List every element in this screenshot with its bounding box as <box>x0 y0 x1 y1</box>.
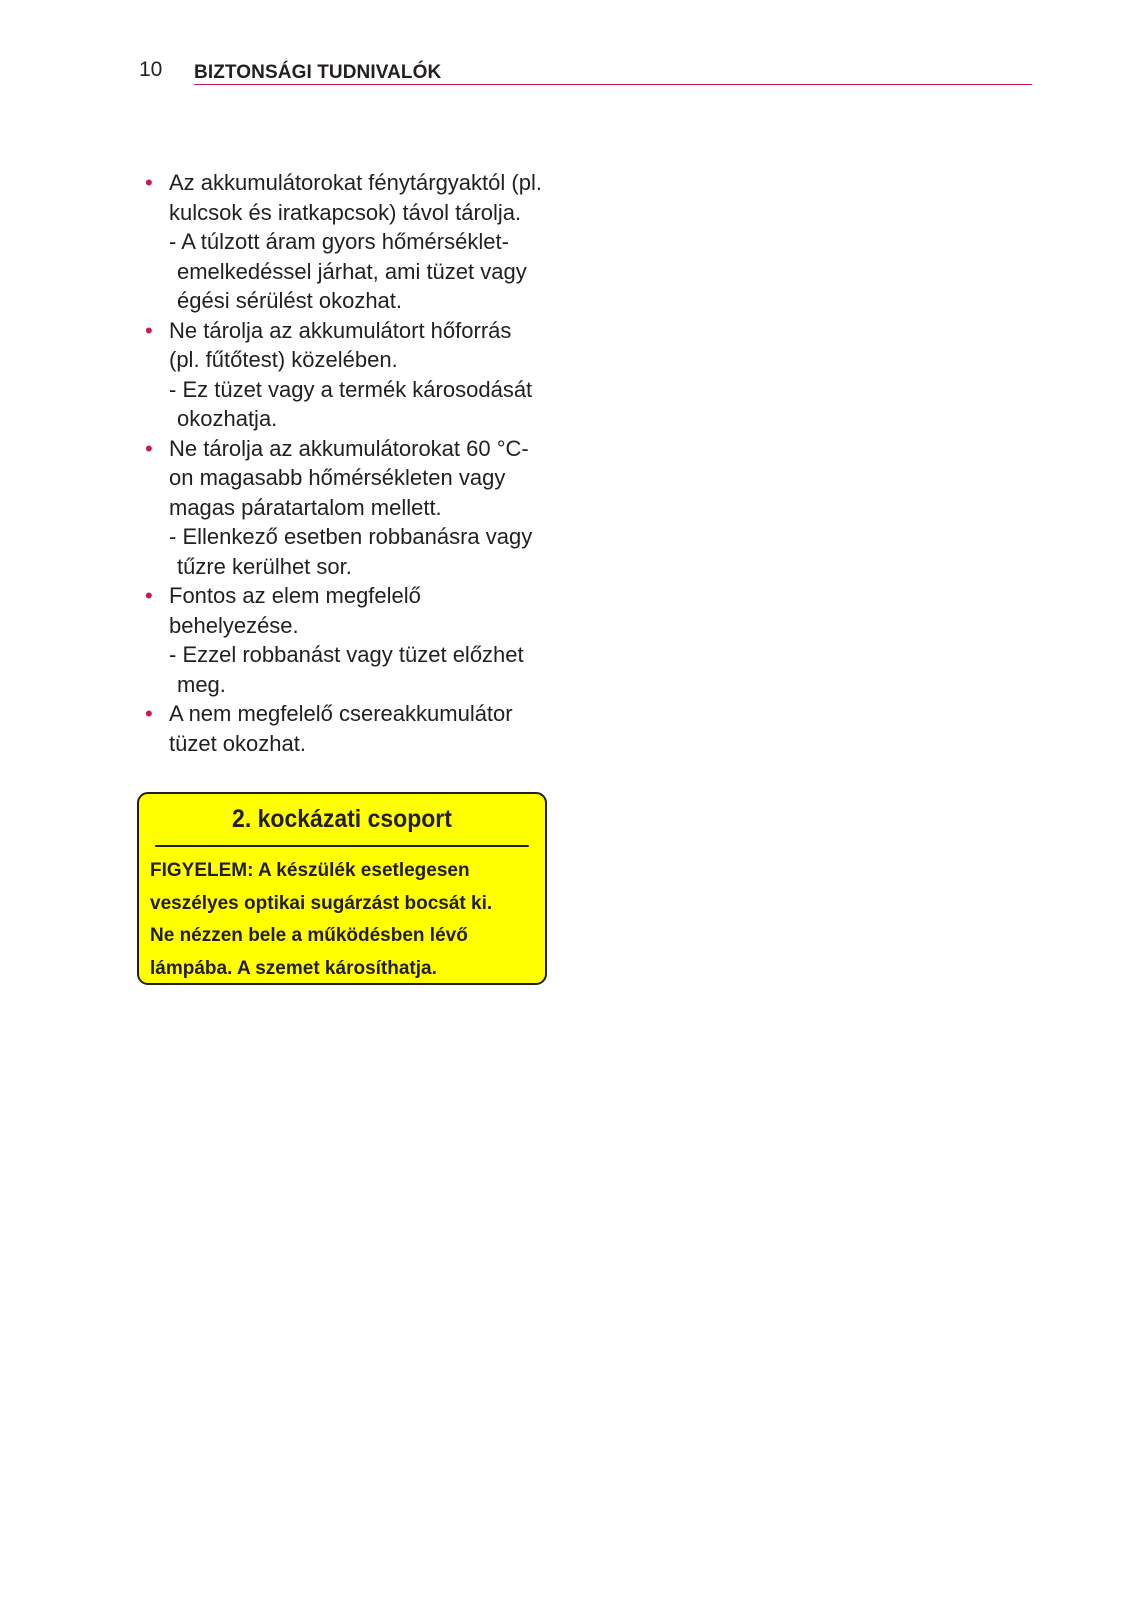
bullet-note <box>169 522 565 581</box>
bullet-dot-icon: • <box>145 435 153 461</box>
bullet-note <box>169 375 565 434</box>
bullet-text-line: on magasabb hőmérsékleten vagy <box>169 465 506 490</box>
bullet-item <box>145 168 565 316</box>
bullet-text-line: tüzet okozhat. <box>169 730 306 756</box>
bullet-text-line: (pl. fűtőtest) közelében. <box>169 347 398 372</box>
note-line: emelkedéssel járhat, ami tüzet vagy <box>177 258 527 284</box>
note-line: meg. <box>177 671 226 697</box>
warning-line: veszélyes optikai sugárzást bocsát ki. <box>150 892 493 914</box>
note-line: tűzre kerülhet sor. <box>177 553 352 579</box>
warning-line: lámpába. A szemet károsíthatja. <box>150 957 437 979</box>
note-line: égési sérülést okozhat. <box>177 288 403 313</box>
bullet-text-line: Ne tárolja az akkumulátorokat 60 °C- <box>169 435 529 461</box>
bullet-note <box>169 640 565 699</box>
bullet-text-line: Fontos az elem megfelelő <box>169 583 421 608</box>
bullet-text-line: A nem megfelelő csereakkumulátor <box>169 701 513 726</box>
warning-line: FIGYELEM: A készülék esetlegesen <box>150 860 470 881</box>
warning-body <box>139 847 545 985</box>
bullet-text-line: Ne tárolja az akkumulátort hőforrás <box>169 317 512 343</box>
header-divider <box>194 84 1032 85</box>
bullet-text-line: magas páratartalom mellett. <box>169 494 442 520</box>
bullet-dot-icon: • <box>145 317 153 343</box>
bullet-text-line: kulcsok és iratkapcsok) távol tárolja. <box>169 199 522 225</box>
note-line: - Ezzel robbanást vagy tüzet előzhet <box>169 642 524 667</box>
bullet-dot-icon: • <box>145 701 153 726</box>
bullet-note <box>169 227 565 316</box>
laser-risk-warning-box <box>137 792 547 985</box>
bullet-item <box>145 316 565 434</box>
page-header <box>139 56 1032 86</box>
page-number: 10 <box>139 58 163 81</box>
note-line: - A túlzott áram gyors hőmérséklet- <box>169 229 509 254</box>
bullet-dot-icon: • <box>145 170 153 195</box>
bullet-item <box>145 699 565 758</box>
note-line: - Ez tüzet vagy a termék károsodását <box>169 376 533 402</box>
note-line: okozhatja. <box>177 406 278 431</box>
warning-title: 2. kockázati csoport <box>155 794 529 847</box>
bullet-item <box>145 434 565 582</box>
bullet-item <box>145 581 565 699</box>
warning-line: Ne nézzen bele a működésben lévő <box>150 925 468 946</box>
bullet-text-line: Az akkumulátorokat fénytárgyaktól (pl. <box>169 170 542 195</box>
section-title: BIZTONSÁGI TUDNIVALÓK <box>194 62 442 83</box>
bullet-text-line: behelyezése. <box>169 612 299 638</box>
safety-bullet-list <box>145 168 565 758</box>
note-line: - Ellenkező esetben robbanásra vagy <box>169 524 533 549</box>
bullet-dot-icon: • <box>145 583 153 608</box>
